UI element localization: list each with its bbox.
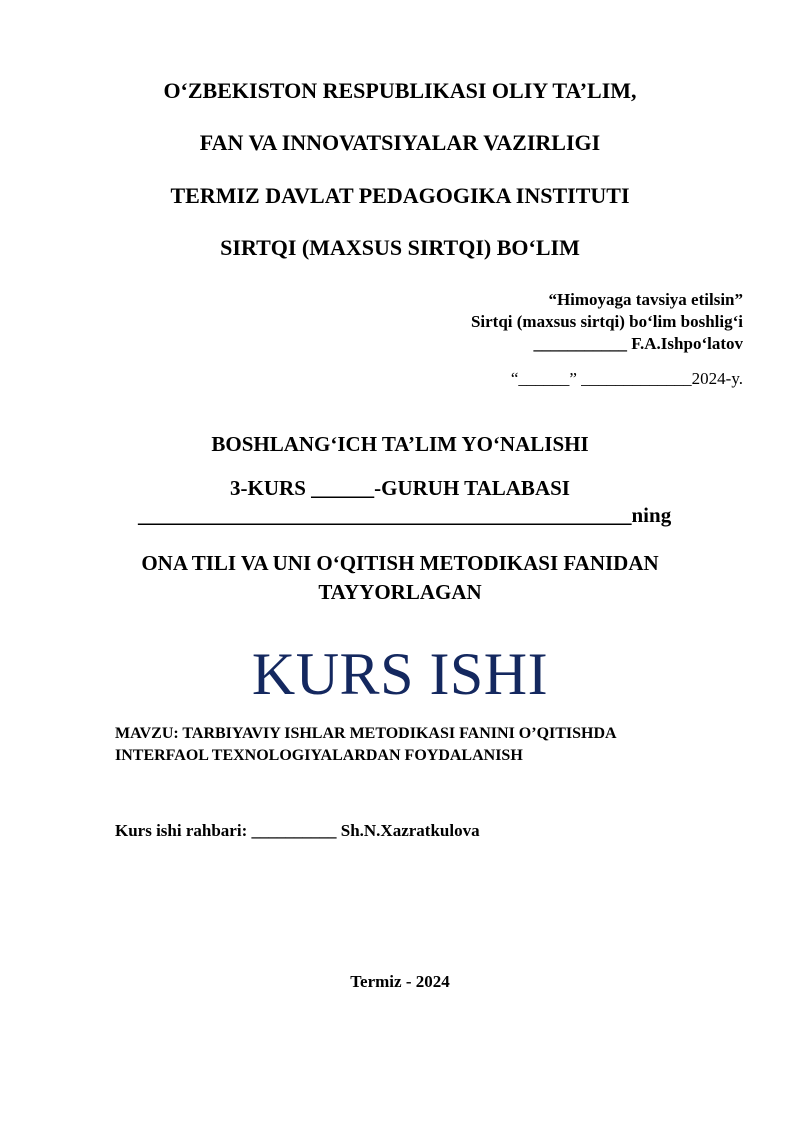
study-direction: BOSHLANG‘ICH TA’LIM YO‘NALISHI bbox=[211, 432, 589, 456]
student-name-line: _______________________________________________ning bbox=[138, 503, 672, 527]
approval-recommendation: “Himoyaga tavsiya etilsin” bbox=[548, 290, 743, 309]
approval-position: Sirtqi (maxsus sirtqi) bo‘lim boshlig‘i bbox=[470, 312, 743, 331]
approval-date: “______” _____________2024-y. bbox=[510, 369, 743, 388]
topic-line-2: INTERFAOL TEXNOLOGIYALARDAN FOYDALANISH bbox=[115, 747, 523, 764]
student-group: 3-KURS ______-GURUH TALABASI bbox=[230, 476, 570, 500]
subject-line-1: ONA TILI VA UNI O‘QITISH METODIKASI FANIDAN bbox=[141, 551, 659, 575]
ministry-line-2: FAN VA INNOVATSIYALAR VAZIRLIGI bbox=[199, 130, 601, 155]
topic-block bbox=[115, 723, 735, 767]
topic-line-1: MAVZU: TARBIYAVIY ISHLAR METODIKASI FANINI O’QITISHDA bbox=[115, 725, 617, 742]
subject-line-2: TAYYORLAGAN bbox=[318, 580, 482, 604]
approval-block bbox=[471, 290, 743, 354]
supervisor-line: Kurs ishi rahbari: __________ Sh.N.Xazratkulova bbox=[115, 821, 480, 840]
ministry-line-1: O‘ZBEKISTON RESPUBLIKASI OLIY TA’LIM, bbox=[163, 78, 637, 103]
place-year: Termiz - 2024 bbox=[350, 972, 450, 991]
institute-name: TERMIZ DAVLAT PEDAGOGIKA INSTITUTI bbox=[170, 183, 630, 208]
approval-signature: ___________ F.A.Ishpo‘latov bbox=[533, 334, 743, 353]
department-name: SIRTQI (MAXSUS SIRTQI) BO‘LIM bbox=[220, 235, 580, 260]
document-title: KURS ISHI bbox=[251, 641, 549, 707]
